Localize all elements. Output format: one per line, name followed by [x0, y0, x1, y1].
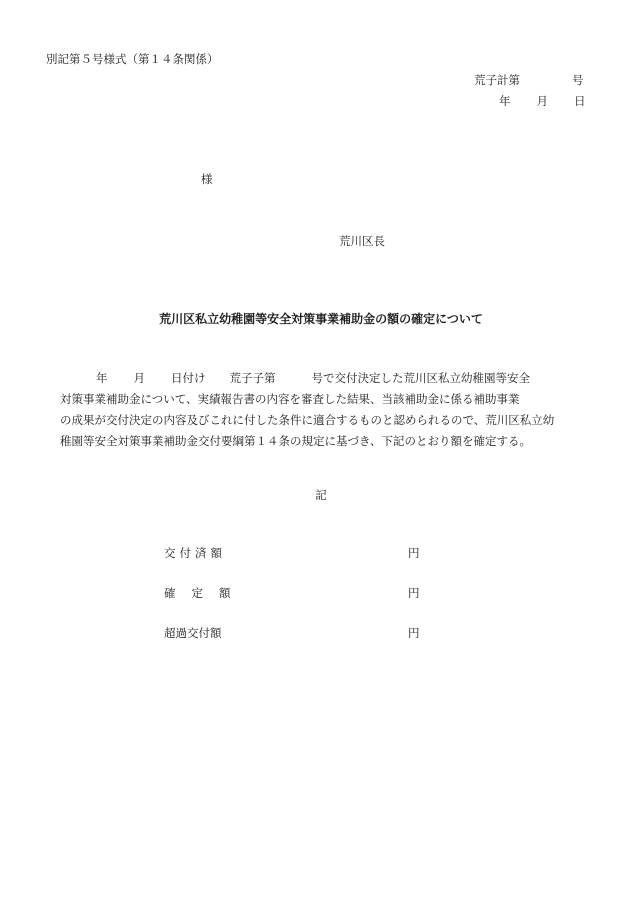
- amount-unit-paid: 円: [408, 546, 420, 560]
- body-year: 年: [96, 371, 108, 385]
- record-heading: 記: [315, 488, 327, 502]
- body-dated: 日付け: [171, 371, 206, 385]
- body-line-3: の成果が交付決定の内容及びこれに付した条件に適合するものと認められるので、荒川区私立幼: [60, 413, 555, 427]
- document-number-suffix: 号: [572, 73, 584, 87]
- amount-row-fixed: [164, 586, 424, 600]
- amount-row-excess: [164, 626, 424, 640]
- issue-date: [499, 94, 586, 108]
- addressee-honorific: 様: [201, 172, 213, 186]
- body-line-2: 対策事業補助金について、実績報告書の内容を審査した結果、当該補助金に係る補助事業: [60, 392, 520, 406]
- date-month: 月: [536, 94, 548, 108]
- body-line-1-tail: 号で交付決定した荒川区私立幼稚園等安全: [311, 371, 530, 385]
- document-subject: 荒川区私立幼稚園等安全対策事業補助金の額の確定について: [159, 312, 483, 326]
- amount-label-paid: 交付済額: [164, 546, 226, 560]
- amount-label-fixed: 確定額: [164, 586, 247, 600]
- date-day: 日: [574, 94, 586, 108]
- body-line-1: [60, 368, 580, 389]
- amount-label-excess: 超過交付額: [164, 626, 222, 640]
- date-year: 年: [499, 94, 511, 108]
- body-month: 月: [133, 371, 145, 385]
- amount-unit-fixed: 円: [408, 586, 420, 600]
- body-paragraph: [60, 368, 580, 452]
- body-ref-prefix: 荒子子第: [229, 371, 276, 385]
- sender-name: 荒川区長: [339, 234, 385, 248]
- amount-unit-excess: 円: [408, 626, 420, 640]
- form-number: 別記第５号様式（第１４条関係）: [46, 52, 219, 66]
- document-number-prefix: 荒子計第: [474, 73, 520, 87]
- amount-row-paid: [164, 546, 424, 560]
- document-number: [474, 73, 584, 87]
- body-line-4: 稚園等安全対策事業補助金交付要綱第１４条の規定に基づき、下記のとおり額を確定する。: [60, 434, 532, 448]
